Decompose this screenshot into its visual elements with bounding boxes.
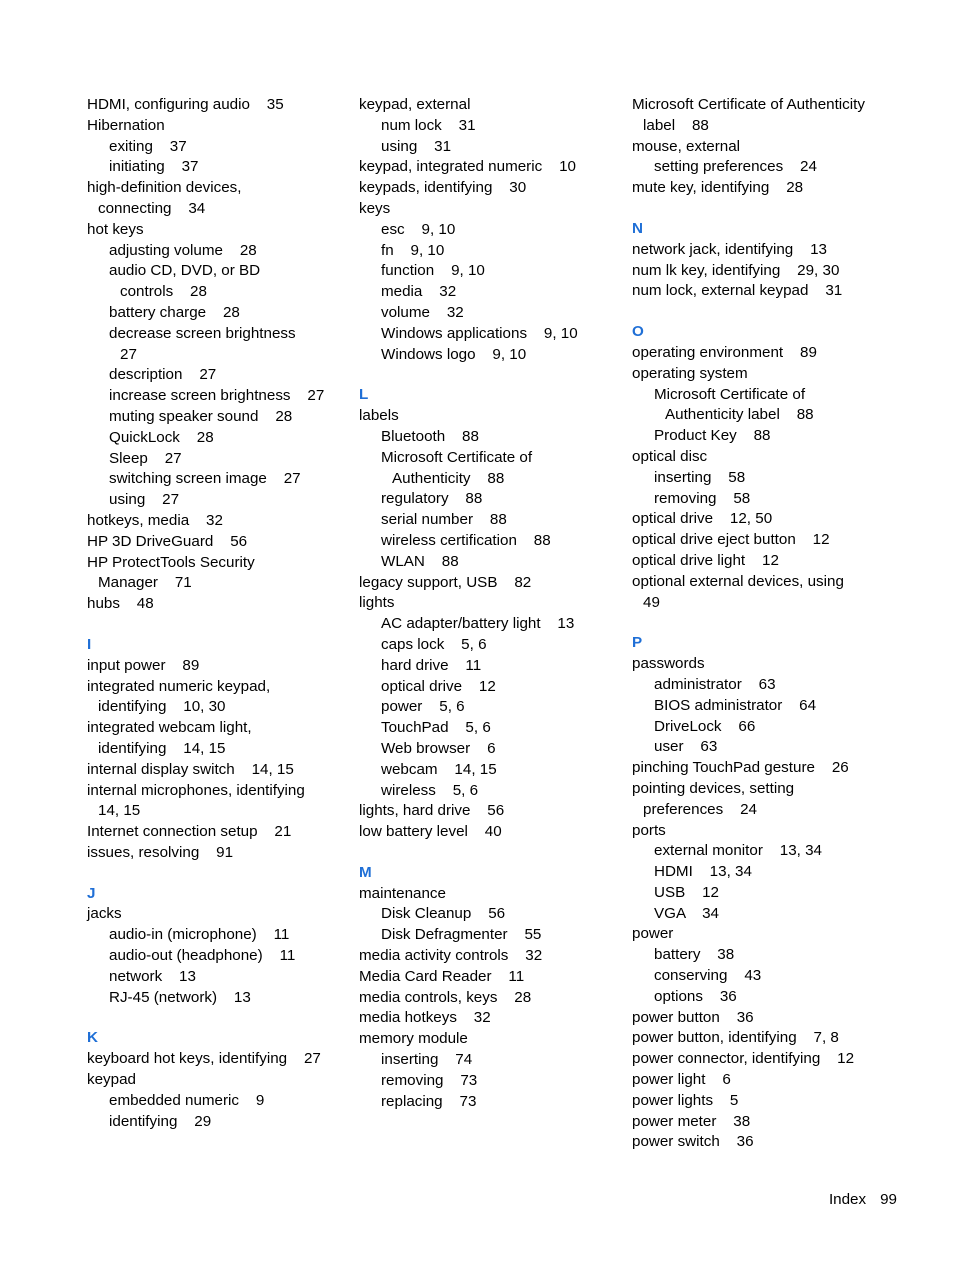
index-entry: mute key, identifying 28 <box>632 179 804 197</box>
index-subentry: Web browser 6 <box>381 739 496 757</box>
index-subentry: Authenticity label 88 <box>665 406 814 424</box>
index-subentry: connecting 34 <box>98 199 206 217</box>
index-subentry: regulatory 88 <box>381 490 483 508</box>
index-subentry: QuickLock 28 <box>109 428 214 446</box>
index-subentry: USB 12 <box>654 883 719 901</box>
index-column-3 <box>632 95 892 1153</box>
section-letter: L <box>359 386 369 404</box>
index-subentry: webcam 14, 15 <box>381 760 497 778</box>
index-subentry: Windows logo 9, 10 <box>381 345 527 363</box>
index-subentry: 27 <box>120 345 137 363</box>
index-subentry: Sleep 27 <box>109 449 182 467</box>
index-subentry: battery charge 28 <box>109 303 240 321</box>
index-entry: power light 6 <box>632 1071 731 1089</box>
index-column-1 <box>87 95 347 1132</box>
index-subentry: Bluetooth 88 <box>381 427 479 445</box>
index-entry: operating system <box>632 364 748 382</box>
index-entry: mouse, external <box>632 137 741 155</box>
index-subentry: RJ-45 (network) 13 <box>109 988 251 1006</box>
index-subentry: audio-out (headphone) 11 <box>109 947 296 965</box>
index-entry: power connector, identifying 12 <box>632 1050 855 1068</box>
index-entry: num lk key, identifying 29, 30 <box>632 261 840 279</box>
index-entry: labels <box>359 407 399 425</box>
index-subentry: hard drive 11 <box>381 656 482 674</box>
index-subentry: adjusting volume 28 <box>109 241 257 259</box>
index-entry: legacy support, USB 82 <box>359 573 532 591</box>
index-subentry: function 9, 10 <box>381 262 485 280</box>
index-entry: pinching TouchPad gesture 26 <box>632 759 849 777</box>
index-entry: Media Card Reader 11 <box>359 967 525 985</box>
index-subentry: switching screen image 27 <box>109 470 301 488</box>
index-entry: integrated numeric keypad, <box>87 677 271 695</box>
index-entry: input power 89 <box>87 656 200 674</box>
index-entry: media activity controls 32 <box>359 947 543 965</box>
index-entry: network jack, identifying 13 <box>632 240 828 258</box>
index-entry: optical drive eject button 12 <box>632 531 830 549</box>
index-entry: Microsoft Certificate of Authenticity <box>632 96 865 113</box>
index-entry: memory module <box>359 1030 468 1048</box>
index-entry: lights <box>359 594 395 612</box>
index-subentry: setting preferences 24 <box>654 158 817 176</box>
page-number: 99 <box>880 1191 897 1208</box>
index-column-2 <box>359 95 619 1112</box>
section-letter: N <box>632 219 643 237</box>
index-subentry: wireless certification 88 <box>381 531 551 549</box>
index-entry: hotkeys, media 32 <box>87 511 223 529</box>
index-subentry: 14, 15 <box>98 802 141 820</box>
index-entry: optical drive light 12 <box>632 551 779 569</box>
index-subentry: increase screen brightness 27 <box>109 387 325 405</box>
index-subentry: external monitor 13, 34 <box>654 842 822 860</box>
index-entry: maintenance <box>359 884 446 902</box>
index-entry: power lights 5 <box>632 1091 739 1109</box>
page-footer <box>829 1190 897 1211</box>
index-subentry: power 5, 6 <box>381 698 465 716</box>
index-subentry: Windows applications 9, 10 <box>381 324 578 342</box>
index-subentry: HDMI 13, 34 <box>654 863 752 881</box>
index-entry: integrated webcam light, <box>87 719 252 737</box>
index-entry: internal display switch 14, 15 <box>87 760 294 778</box>
index-subentry: label 88 <box>643 116 709 134</box>
index-subentry: identifying 10, 30 <box>98 698 226 716</box>
index-subentry: VGA 34 <box>654 904 720 922</box>
index-entry: pointing devices, setting <box>632 779 795 797</box>
index-subentry: Manager 71 <box>98 574 192 592</box>
index-entry: low battery level 40 <box>359 823 502 841</box>
index-subentry: options 36 <box>654 987 737 1005</box>
index-subentry: num lock 31 <box>381 116 476 134</box>
index-entry: HP 3D DriveGuard 56 <box>87 532 248 550</box>
index-subentry: esc 9, 10 <box>381 220 456 238</box>
index-subentry: audio CD, DVD, or BD <box>109 262 261 280</box>
index-subentry: inserting 74 <box>381 1051 473 1069</box>
index-subentry: controls 28 <box>120 283 207 301</box>
index-entry: power <box>632 925 674 943</box>
index-subentry: fn 9, 10 <box>381 241 445 259</box>
index-entry: power switch 36 <box>632 1133 754 1151</box>
index-subentry: TouchPad 5, 6 <box>381 719 491 737</box>
index-subentry: removing 58 <box>654 489 751 507</box>
section-letter: P <box>632 634 643 652</box>
index-entry: keys <box>359 199 391 217</box>
index-entry: num lock, external keypad 31 <box>632 282 843 300</box>
index-subentry: volume 32 <box>381 303 464 321</box>
section-letter: J <box>87 884 96 902</box>
index-subentry: using 27 <box>109 491 180 509</box>
index-entry: keypads, identifying 30 <box>359 179 527 197</box>
index-subentry: caps lock 5, 6 <box>381 635 487 653</box>
index-subentry: audio-in (microphone) 11 <box>109 926 290 944</box>
index-entry: HDMI, configuring audio 35 <box>87 96 284 113</box>
index-subentry: user 63 <box>654 738 718 756</box>
index-entry: power button, identifying 7, 8 <box>632 1029 839 1047</box>
index-subentry: identifying 14, 15 <box>98 739 226 757</box>
index-subentry: media 32 <box>381 283 457 301</box>
index-subentry: WLAN 88 <box>381 552 459 570</box>
index-subentry: Disk Cleanup 56 <box>381 905 506 923</box>
index-entry: Internet connection setup 21 <box>87 823 292 841</box>
index-entry: internal microphones, identifying <box>87 781 305 799</box>
index-subentry: initiating 37 <box>109 158 199 176</box>
index-subentry: BIOS administrator 64 <box>654 696 817 714</box>
index-subentry: Authenticity 88 <box>392 469 505 487</box>
index-subentry: optical drive 12 <box>381 677 496 695</box>
index-entry: HP ProtectTools Security <box>87 553 255 571</box>
index-subentry: Microsoft Certificate of <box>381 448 533 466</box>
index-subentry: Disk Defragmenter 55 <box>381 926 542 944</box>
section-letter: O <box>632 323 644 341</box>
index-entry: optical drive 12, 50 <box>632 510 773 528</box>
index-subentry: administrator 63 <box>654 675 776 693</box>
index-subentry: embedded numeric 9 <box>109 1091 265 1109</box>
index-subentry: serial number 88 <box>381 511 507 529</box>
index-subentry: wireless 5, 6 <box>381 781 479 799</box>
index-subentry: muting speaker sound 28 <box>109 407 293 425</box>
index-entry: jacks <box>87 905 122 923</box>
index-entry: media controls, keys 28 <box>359 988 532 1006</box>
section-letter: I <box>87 635 92 653</box>
index-entry: operating environment 89 <box>632 343 817 361</box>
index-subentry: preferences 24 <box>643 800 757 818</box>
index-entry: keypad, external <box>359 96 471 113</box>
index-entry: Hibernation <box>87 116 165 134</box>
index-entry: lights, hard drive 56 <box>359 802 505 820</box>
index-entry: keyboard hot keys, identifying 27 <box>87 1050 321 1068</box>
index-subentry: identifying 29 <box>109 1112 212 1130</box>
section-letter: M <box>359 863 372 881</box>
index-entry: optional external devices, using <box>632 572 844 590</box>
index-entry: hubs 48 <box>87 595 154 613</box>
index-entry: power button 36 <box>632 1008 754 1026</box>
index-entry: issues, resolving 91 <box>87 843 234 861</box>
index-subentry: DriveLock 66 <box>654 717 756 735</box>
index-entry: ports <box>632 821 666 839</box>
index-subentry: exiting 37 <box>109 137 187 155</box>
index-subentry: Product Key 88 <box>654 427 771 445</box>
index-entry: hot keys <box>87 220 144 238</box>
index-entry: optical disc <box>632 447 708 465</box>
index-entry: passwords <box>632 655 705 673</box>
index-subentry: using 31 <box>381 137 452 155</box>
index-entry: keypad <box>87 1071 136 1089</box>
index-subentry: replacing 73 <box>381 1092 477 1110</box>
index-subentry: network 13 <box>109 967 196 985</box>
index-subentry: battery 38 <box>654 946 735 964</box>
index-subentry: decrease screen brightness <box>109 324 296 342</box>
index-subentry: 49 <box>643 593 660 611</box>
index-subentry: description 27 <box>109 366 217 384</box>
index-entry: media hotkeys 32 <box>359 1009 491 1027</box>
index-entry: power meter 38 <box>632 1112 751 1130</box>
index-entry: keypad, integrated numeric 10 <box>359 158 576 176</box>
index-subentry: Microsoft Certificate of <box>654 385 806 403</box>
index-subentry: conserving 43 <box>654 967 762 985</box>
index-entry: high-definition devices, <box>87 179 242 197</box>
index-subentry: removing 73 <box>381 1071 478 1089</box>
section-letter: K <box>87 1029 98 1047</box>
index-subentry: inserting 58 <box>654 468 746 486</box>
index-subentry: AC adapter/battery light 13 <box>381 615 575 633</box>
footer-label: Index <box>828 1191 867 1208</box>
